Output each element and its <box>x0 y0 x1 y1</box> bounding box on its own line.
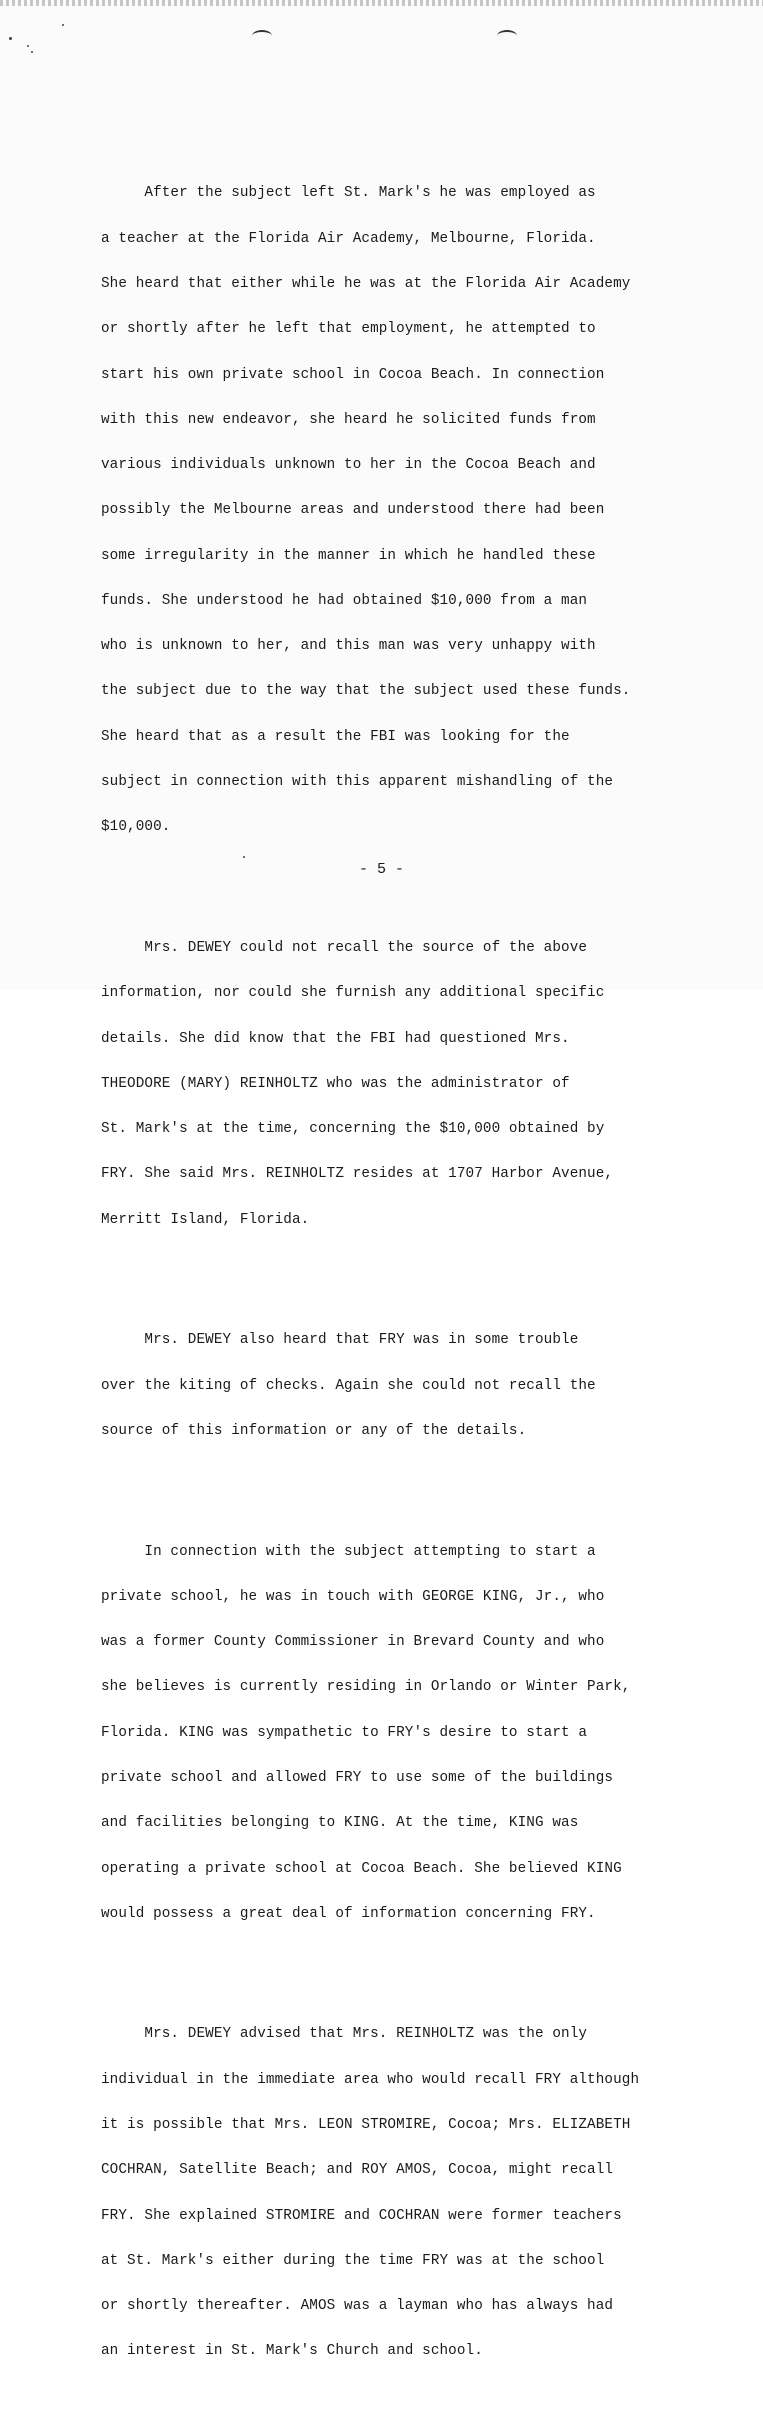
text-line: information, nor could she furnish any additional specific <box>101 985 605 1002</box>
paragraph-2 <box>101 911 661 1258</box>
text-line: Mrs. DEWEY advised that Mrs. REINHOLTZ was the only <box>101 2026 588 2043</box>
text-line: subject in connection with this apparent mishandling of the <box>101 774 614 791</box>
text-line: over the kiting of checks. Again she could not recall the <box>101 1377 596 1394</box>
text-line: source of this information or any of the details. <box>101 1422 527 1439</box>
text-line: with this new endeavor, she heard he solicited funds from <box>101 411 596 428</box>
text-line: individual in the immediate area who would recall FRY although <box>101 2071 640 2088</box>
paragraph-3 <box>101 1303 661 1469</box>
text-line: a teacher at the Florida Air Academy, Melbourne, Florida. <box>101 230 596 247</box>
text-line: FRY. She explained STROMIRE and COCHRAN were former teachers <box>101 2207 622 2224</box>
page-number: - 5 - <box>358 861 404 878</box>
text-line: Mrs. DEWEY also heard that FRY was in some trouble <box>101 1332 579 1349</box>
text-line: private school and allowed FRY to use some of the buildings <box>101 1769 614 1786</box>
document-body <box>101 126 661 2435</box>
text-line: it is possible that Mrs. LEON STROMIRE, Cocoa; Mrs. ELIZABETH <box>101 2117 631 2133</box>
scan-speck <box>62 24 64 26</box>
text-line: some irregularity in the manner in which he handled these <box>101 547 596 564</box>
text-line: In connection with the subject attempting to start a <box>101 1543 596 1560</box>
page-top-edge <box>0 0 763 6</box>
text-line: would possess a great deal of information concerning FRY. <box>101 1905 596 1922</box>
text-line: $10,000. <box>101 819 171 836</box>
text-line: and facilities belonging to KING. At the time, KING was <box>101 1815 579 1832</box>
text-line: private school, he was in touch with GEORGE KING, Jr., who <box>101 1588 605 1605</box>
text-line: She heard that as a result the FBI was looking for the <box>101 728 570 745</box>
text-line: was a former County Commissioner in Brevard County and who <box>101 1634 605 1651</box>
punch-mark-right <box>497 30 517 42</box>
text-line: various individuals unknown to her in the Cocoa Beach and <box>101 457 596 474</box>
text-line: She heard that either while he was at the Florida Air Academy <box>101 275 631 292</box>
text-line: THEODORE (MARY) REINHOLTZ who was the administrator of <box>101 1075 570 1092</box>
punch-mark-left <box>252 30 272 42</box>
text-line: Merritt Island, Florida. <box>101 1211 310 1228</box>
paragraph-4 <box>101 1514 661 1952</box>
text-line: COCHRAN, Satellite Beach; and ROY AMOS, Cocoa, might recall <box>101 2162 614 2179</box>
text-line: operating a private school at Cocoa Beach. She believed KING <box>101 1860 622 1877</box>
text-line: or shortly after he left that employment, he attempted to <box>101 321 596 338</box>
paragraph-5 <box>101 1997 661 2389</box>
text-line: she believes is currently residing in Orlando or Winter Park, <box>101 1679 631 1696</box>
scan-speck <box>27 45 29 47</box>
text-line: St. Mark's at the time, concerning the $10,000 obtained by <box>101 1121 605 1138</box>
text-line: FRY. She said Mrs. REINHOLTZ resides at 1707 Harbor Avenue, <box>101 1166 614 1183</box>
text-line: details. She did know that the FBI had questioned Mrs. <box>101 1030 570 1047</box>
paragraph-1 <box>101 156 661 865</box>
text-line: possibly the Melbourne areas and understood there had been <box>101 502 605 519</box>
scan-speck <box>9 37 12 40</box>
text-line: the subject due to the way that the subject used these funds. <box>101 683 631 700</box>
text-line: an interest in St. Mark's Church and school. <box>101 2343 483 2360</box>
text-line: funds. She understood he had obtained $10,000 from a man <box>101 592 588 609</box>
text-line: or shortly thereafter. AMOS was a layman who has always had <box>101 2298 614 2315</box>
text-line: After the subject left St. Mark's he was employed as <box>101 185 596 202</box>
text-line: who is unknown to her, and this man was very unhappy with <box>101 638 596 655</box>
text-line: Florida. KING was sympathetic to FRY's desire to start a <box>101 1724 588 1741</box>
text-line: start his own private school in Cocoa Beach. In connection <box>101 366 605 383</box>
text-line: at St. Mark's either during the time FRY was at the school <box>101 2252 605 2269</box>
scan-speck <box>31 51 33 53</box>
text-line: Mrs. DEWEY could not recall the source of the above <box>101 939 588 956</box>
